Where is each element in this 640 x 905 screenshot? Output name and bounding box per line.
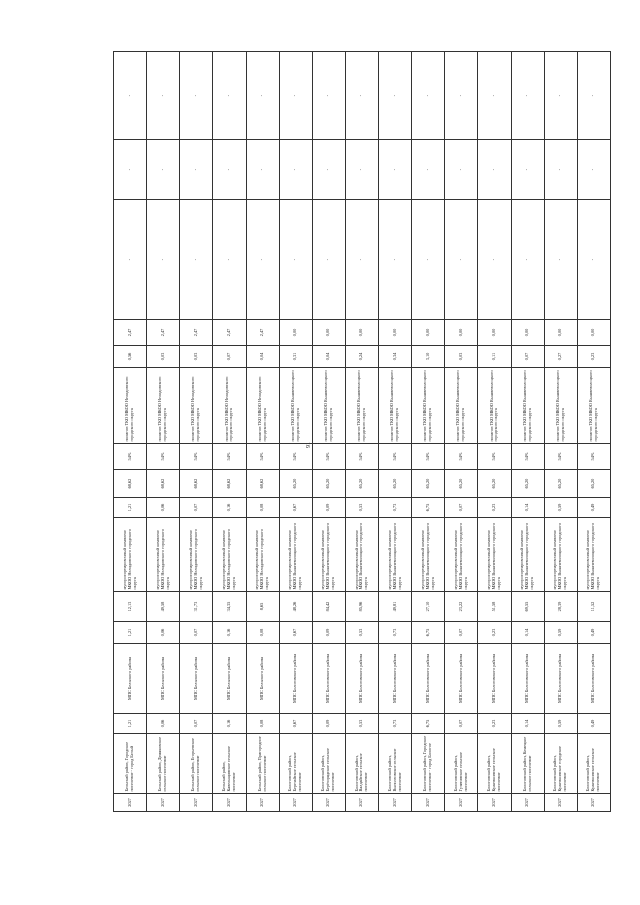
distance-cell: 65,20	[279, 470, 312, 498]
volume-cell: 0,07	[180, 714, 213, 734]
table-row	[544, 52, 577, 812]
table-row	[246, 52, 279, 812]
volume-cell: 0,07	[445, 622, 478, 644]
landfill-cell: полигон ТКО МКОО Вышневолоцкого городского округа	[279, 368, 312, 444]
volume-cell: 0,73	[379, 714, 412, 734]
empty-cell: -	[544, 140, 577, 200]
volume-cell: 0,67	[279, 622, 312, 644]
volume-cell: 0,07	[180, 498, 213, 518]
table-row	[312, 52, 345, 812]
distance-cell: 69,55	[511, 592, 544, 622]
year-cell: 2027	[213, 794, 246, 812]
empty-cell: -	[478, 52, 511, 140]
empty-cell: -	[180, 140, 213, 200]
distance-cell: 0,00	[544, 320, 577, 346]
volume-cell: 0,67	[279, 498, 312, 518]
landfill-cell: полигон ТКО МКОО Вышневолоцкого городского округа	[544, 368, 577, 444]
empty-cell: -	[114, 200, 147, 320]
empty-cell: -	[213, 52, 246, 140]
operator-cell: мусоросортировочный комплекс МКОО Вышневолоцкого городского округа	[511, 518, 544, 592]
percent-cell: 54%	[478, 444, 511, 470]
volume-cell: 0,09	[312, 498, 345, 518]
settlement-cell: Бологовский район, Валдайское сельское поселение	[345, 734, 378, 794]
operator-cell: мусоросортировочный комплекс МКОО Нелидовского городского округа	[114, 518, 147, 592]
percent-cell: 54%	[445, 444, 478, 470]
facility-cell: МПС Бельского района	[114, 644, 147, 714]
percent-cell: 54%	[345, 444, 378, 470]
volume-cell: 0,08	[246, 498, 279, 518]
volume-cell: 0,03	[147, 346, 180, 368]
landfill-cell: полигон ТКО МКОО Вышневолоцкого городского округа	[445, 368, 478, 444]
percent-cell: 54%	[246, 444, 279, 470]
year-cell: 2027	[577, 794, 610, 812]
empty-cell: -	[577, 140, 610, 200]
distance-cell: 0,00	[345, 320, 378, 346]
distance-cell: 31,73	[180, 592, 213, 622]
operator-cell: мусоросортировочный комплекс МКОО Вышневолоцкого городского округа	[345, 518, 378, 592]
facility-cell: МПС Бельского района	[213, 644, 246, 714]
distance-cell: 85,96	[345, 592, 378, 622]
volume-cell: 0,53	[345, 714, 378, 734]
distance-cell: 65,20	[577, 470, 610, 498]
empty-cell: -	[445, 52, 478, 140]
distance-cell: 65,20	[511, 470, 544, 498]
table-body	[114, 52, 611, 812]
distance-cell: 84,42	[312, 592, 345, 622]
percent-cell: 54%	[544, 444, 577, 470]
settlement-cell: Бельский район, Городское поселение - город Белый	[114, 734, 147, 794]
operator-cell: мусоросортировочный комплекс МКОО Вышневолоцкого городского округа	[577, 518, 610, 592]
empty-cell: -	[544, 200, 577, 320]
facility-cell: МПС Бологовского района	[445, 644, 478, 714]
percent-cell: 54%	[511, 444, 544, 470]
volume-cell: 0,16	[213, 714, 246, 734]
operator-cell: мусоросортировочный комплекс МКОО Вышневолоцкого городского округа	[544, 518, 577, 592]
distance-cell: 68,62	[180, 470, 213, 498]
table-row	[478, 52, 511, 812]
distance-cell: 65,20	[478, 470, 511, 498]
volume-cell: 0,14	[511, 622, 544, 644]
percent-cell: 54%	[180, 444, 213, 470]
volume-cell: 0,23	[577, 346, 610, 368]
distance-cell: 0,00	[511, 320, 544, 346]
facility-cell: МПС Бельского района	[180, 644, 213, 714]
facility-cell: МПС Бологовского района	[412, 644, 445, 714]
empty-cell: -	[147, 52, 180, 140]
facility-cell: МПС Бологовского района	[511, 644, 544, 714]
table-row	[114, 52, 147, 812]
facility-cell: МПС Бологовского района	[577, 644, 610, 714]
empty-cell: -	[511, 52, 544, 140]
volume-cell: 0,59	[544, 622, 577, 644]
volume-cell: 0,04	[312, 346, 345, 368]
distance-cell: 65,20	[544, 470, 577, 498]
volume-cell: 0,08	[246, 622, 279, 644]
percent-cell: 54%	[213, 444, 246, 470]
volume-cell: 0,14	[511, 498, 544, 518]
distance-cell: 0,00	[577, 320, 610, 346]
empty-cell: -	[544, 52, 577, 140]
facility-cell: МПС Бологовского района	[312, 644, 345, 714]
settlement-cell: Бельский район, Егорьевское сельское поселение	[180, 734, 213, 794]
volume-cell: 0,34	[379, 346, 412, 368]
volume-cell: 0,11	[478, 346, 511, 368]
distance-cell: 0,00	[379, 320, 412, 346]
empty-cell: -	[478, 140, 511, 200]
year-cell: 2027	[147, 794, 180, 812]
settlement-cell: Бологовский район, Гузятинское сельское поселение	[445, 734, 478, 794]
empty-cell: -	[180, 52, 213, 140]
volume-cell: 0,59	[544, 498, 577, 518]
empty-cell: -	[312, 140, 345, 200]
settlement-cell: Бологовский район, Куженкинское сельское поселение	[577, 734, 610, 794]
volume-cell: 0,07	[511, 346, 544, 368]
operator-cell: мусоросортировочный комплекс МКОО Вышневолоцкого городского округа	[445, 518, 478, 592]
empty-cell: -	[577, 200, 610, 320]
table-row	[345, 52, 378, 812]
volume-cell: 6,75	[412, 714, 445, 734]
empty-cell: -	[445, 200, 478, 320]
empty-cell: -	[379, 140, 412, 200]
landfill-cell: полигон ТКО МКОО Вышневолоцкого городского округа	[345, 368, 378, 444]
volume-cell: 0,16	[213, 498, 246, 518]
year-cell: 2027	[180, 794, 213, 812]
volume-cell: 0,49	[577, 714, 610, 734]
distance-cell: 34,35	[213, 592, 246, 622]
percent-cell: 54%	[312, 444, 345, 470]
volume-cell: 6,75	[412, 498, 445, 518]
facility-cell: МПС Бологовского района	[279, 644, 312, 714]
empty-cell: -	[511, 200, 544, 320]
percent-cell: 54%	[379, 444, 412, 470]
landfill-cell: полигон ТКО МКОО Вышневолоцкого городского округа	[379, 368, 412, 444]
landfill-cell: полигон ТКО МКОО Нелидовского городского округа	[180, 368, 213, 444]
landfill-cell: полигон ТКО МКОО Вышневолоцкого городского округа	[577, 368, 610, 444]
distance-cell: 51,58	[478, 592, 511, 622]
volume-cell: 1,21	[114, 714, 147, 734]
distance-cell: 0,00	[445, 320, 478, 346]
operator-cell: мусоросортировочный комплекс МКОО Нелидовского городского округа	[213, 518, 246, 592]
empty-cell: -	[577, 52, 610, 140]
volume-cell: 0,53	[345, 622, 378, 644]
empty-cell: -	[412, 200, 445, 320]
volume-cell: 0,23	[478, 622, 511, 644]
percent-cell: 54%	[279, 444, 312, 470]
volume-cell: 6,75	[412, 622, 445, 644]
landfill-cell: полигон ТКО МКОО Нелидовского городского округа	[114, 368, 147, 444]
empty-cell: -	[114, 52, 147, 140]
distance-cell: 2,47	[213, 320, 246, 346]
empty-cell: -	[213, 200, 246, 320]
distance-cell: 0,00	[412, 320, 445, 346]
volume-cell: 0,49	[577, 622, 610, 644]
operator-cell: мусоросортировочный комплекс МКОО Вышневолоцкого городского округа	[379, 518, 412, 592]
distance-cell: 11,52	[577, 592, 610, 622]
operator-cell: мусоросортировочный комплекс МКОО Вышневолоцкого городского округа	[478, 518, 511, 592]
empty-cell: -	[180, 200, 213, 320]
distance-cell: 49,58	[147, 592, 180, 622]
volume-cell: 0,07	[213, 346, 246, 368]
landfill-cell: полигон ТКО МКОО Вышневолоцкого городского округа	[478, 368, 511, 444]
distance-cell: 2,47	[147, 320, 180, 346]
year-cell: 2027	[445, 794, 478, 812]
volume-cell: 0,08	[246, 714, 279, 734]
landfill-cell: полигон ТКО МКОО Нелидовского городского округа	[246, 368, 279, 444]
empty-cell: -	[379, 200, 412, 320]
distance-cell: 8,65	[246, 592, 279, 622]
empty-cell: -	[279, 200, 312, 320]
volume-cell: 0,09	[312, 714, 345, 734]
volume-cell: 0,53	[345, 498, 378, 518]
landfill-cell: полигон ТКО МКОО Вышневолоцкого городского округа	[412, 368, 445, 444]
facility-cell: МПС Бологовского района	[544, 644, 577, 714]
table-row	[577, 52, 610, 812]
table-row	[147, 52, 180, 812]
year-cell: 2027	[279, 794, 312, 812]
percent-cell: 54%	[147, 444, 180, 470]
volume-cell: 0,06	[147, 622, 180, 644]
volume-cell: 0,06	[147, 498, 180, 518]
volume-cell: 1,21	[114, 498, 147, 518]
settlement-cell: Бельский район, Демяховское сельское поселение	[147, 734, 180, 794]
settlement-cell: Бологовский район, Куженкинское городское поселение	[544, 734, 577, 794]
volume-cell: 0,27	[544, 346, 577, 368]
distance-cell: 0,00	[478, 320, 511, 346]
landfill-cell: полигон ТКО МКОО Нелидовского городского округа	[213, 368, 246, 444]
operator-cell: мусоросортировочный комплекс МКОО Нелидовского городского округа	[147, 518, 180, 592]
year-cell: 2027	[478, 794, 511, 812]
distance-cell: 48,26	[279, 592, 312, 622]
empty-cell: -	[279, 140, 312, 200]
volume-cell: 3,10	[412, 346, 445, 368]
empty-cell: -	[213, 140, 246, 200]
volume-cell: 0,03	[180, 346, 213, 368]
operator-cell: мусоросортировочный комплекс МКОО Вышневолоцкого городского округа	[279, 518, 312, 592]
empty-cell: -	[478, 200, 511, 320]
operator-cell: мусоросортировочный комплекс МКОО Нелидовского городского округа	[246, 518, 279, 592]
empty-cell: -	[511, 140, 544, 200]
facility-cell: МПС Бологовского района	[478, 644, 511, 714]
facility-cell: МПС Бологовского района	[345, 644, 378, 714]
distance-cell: 0,00	[312, 320, 345, 346]
distance-cell: 68,62	[114, 470, 147, 498]
volume-cell: 0,14	[511, 714, 544, 734]
distance-cell: 49,81	[379, 592, 412, 622]
percent-cell: 54%	[577, 444, 610, 470]
distance-cell: 65,20	[412, 470, 445, 498]
empty-cell: -	[246, 140, 279, 200]
year-cell: 2027	[345, 794, 378, 812]
settlement-cell: Бологовский район, Берёзорядское сельское поселение	[312, 734, 345, 794]
waste-flow-table	[113, 51, 611, 812]
distance-cell: 2,47	[180, 320, 213, 346]
volume-cell: 0,07	[180, 622, 213, 644]
distance-cell: 68,62	[147, 470, 180, 498]
landfill-cell: полигон ТКО МКОО Вышневолоцкого городского округа	[312, 368, 345, 444]
distance-cell: 68,62	[246, 470, 279, 498]
volume-cell: 0,73	[379, 622, 412, 644]
page-number: 91	[306, 442, 312, 448]
settlement-cell: Бологовский район, Городское поселение - город Бологое	[412, 734, 445, 794]
empty-cell: -	[279, 52, 312, 140]
empty-cell: -	[345, 52, 378, 140]
volume-cell: 0,04	[246, 346, 279, 368]
operator-cell: мусоросортировочный комплекс МКОО Вышневолоцкого городского округа	[312, 518, 345, 592]
table-row	[511, 52, 544, 812]
facility-cell: МПС Бельского района	[147, 644, 180, 714]
volume-cell: 0,67	[279, 714, 312, 734]
year-cell: 2027	[412, 794, 445, 812]
volume-cell: 0,23	[478, 714, 511, 734]
distance-cell: 2,47	[246, 320, 279, 346]
percent-cell: 54%	[412, 444, 445, 470]
empty-cell: -	[147, 140, 180, 200]
year-cell: 2027	[312, 794, 345, 812]
empty-cell: -	[246, 200, 279, 320]
distance-cell: 0,00	[279, 320, 312, 346]
distance-cell: 27,10	[412, 592, 445, 622]
year-cell: 2027	[246, 794, 279, 812]
distance-cell: 65,20	[345, 470, 378, 498]
distance-cell: 68,62	[213, 470, 246, 498]
volume-cell: 0,07	[445, 714, 478, 734]
year-cell: 2027	[114, 794, 147, 812]
volume-cell: 0,23	[478, 498, 511, 518]
empty-cell: -	[412, 52, 445, 140]
landfill-cell: полигон ТКО МКОО Нелидовского городского округа	[147, 368, 180, 444]
distance-cell: 23,22	[445, 592, 478, 622]
distance-cell: 2,47	[114, 320, 147, 346]
volume-cell: 1,21	[114, 622, 147, 644]
empty-cell: -	[412, 140, 445, 200]
table-frame	[113, 52, 611, 812]
settlement-cell: Бологовский район, Выползовское сельское поселение	[379, 734, 412, 794]
settlement-cell: Бельский район, Пригородное сельское поселение	[246, 734, 279, 794]
year-cell: 2027	[511, 794, 544, 812]
volume-cell: 0,24	[345, 346, 378, 368]
empty-cell: -	[345, 140, 378, 200]
distance-cell: 65,20	[445, 470, 478, 498]
volume-cell: 0,56	[114, 346, 147, 368]
settlement-cell: Бологовский район, Кемецкое сельское поселение	[511, 734, 544, 794]
operator-cell: мусоросортировочный комплекс МКОО Нелидовского городского округа	[180, 518, 213, 592]
empty-cell: -	[147, 200, 180, 320]
empty-cell: -	[114, 140, 147, 200]
rotated-table-container	[113, 52, 611, 812]
table-row	[180, 52, 213, 812]
year-cell: 2027	[379, 794, 412, 812]
empty-cell: -	[379, 52, 412, 140]
landfill-cell: полигон ТКО МКОО Вышневолоцкого городского округа	[511, 368, 544, 444]
percent-cell: 54%	[114, 444, 147, 470]
volume-cell: 0,09	[312, 622, 345, 644]
volume-cell: 0,49	[577, 498, 610, 518]
volume-cell: 0,07	[445, 498, 478, 518]
volume-cell: 0,06	[147, 714, 180, 734]
operator-cell: мусоросортировочный комплекс МКОО Вышневолоцкого городского округа	[412, 518, 445, 592]
settlement-cell: Бельский район, Кавельщинское сельское поселение	[213, 734, 246, 794]
table-row	[279, 52, 312, 812]
distance-cell: 12,13	[114, 592, 147, 622]
table-row	[213, 52, 246, 812]
empty-cell: -	[312, 52, 345, 140]
distance-cell: 65,20	[379, 470, 412, 498]
table-row	[379, 52, 412, 812]
settlement-cell: Бологовский район, Березайское сельское поселение	[279, 734, 312, 794]
distance-cell: 28,39	[544, 592, 577, 622]
year-cell: 2027	[544, 794, 577, 812]
facility-cell: МПС Бологовского района	[379, 644, 412, 714]
volume-cell: 0,59	[544, 714, 577, 734]
volume-cell: 0,03	[445, 346, 478, 368]
empty-cell: -	[246, 52, 279, 140]
volume-cell: 0,16	[213, 622, 246, 644]
facility-cell: МПС Бельского района	[246, 644, 279, 714]
table-row	[412, 52, 445, 812]
table-row	[445, 52, 478, 812]
empty-cell: -	[445, 140, 478, 200]
empty-cell: -	[345, 200, 378, 320]
settlement-cell: Бологовский район, Куженкинское сельское поселение	[478, 734, 511, 794]
volume-cell: 0,73	[379, 498, 412, 518]
distance-cell: 65,20	[312, 470, 345, 498]
volume-cell: 0,31	[279, 346, 312, 368]
empty-cell: -	[312, 200, 345, 320]
